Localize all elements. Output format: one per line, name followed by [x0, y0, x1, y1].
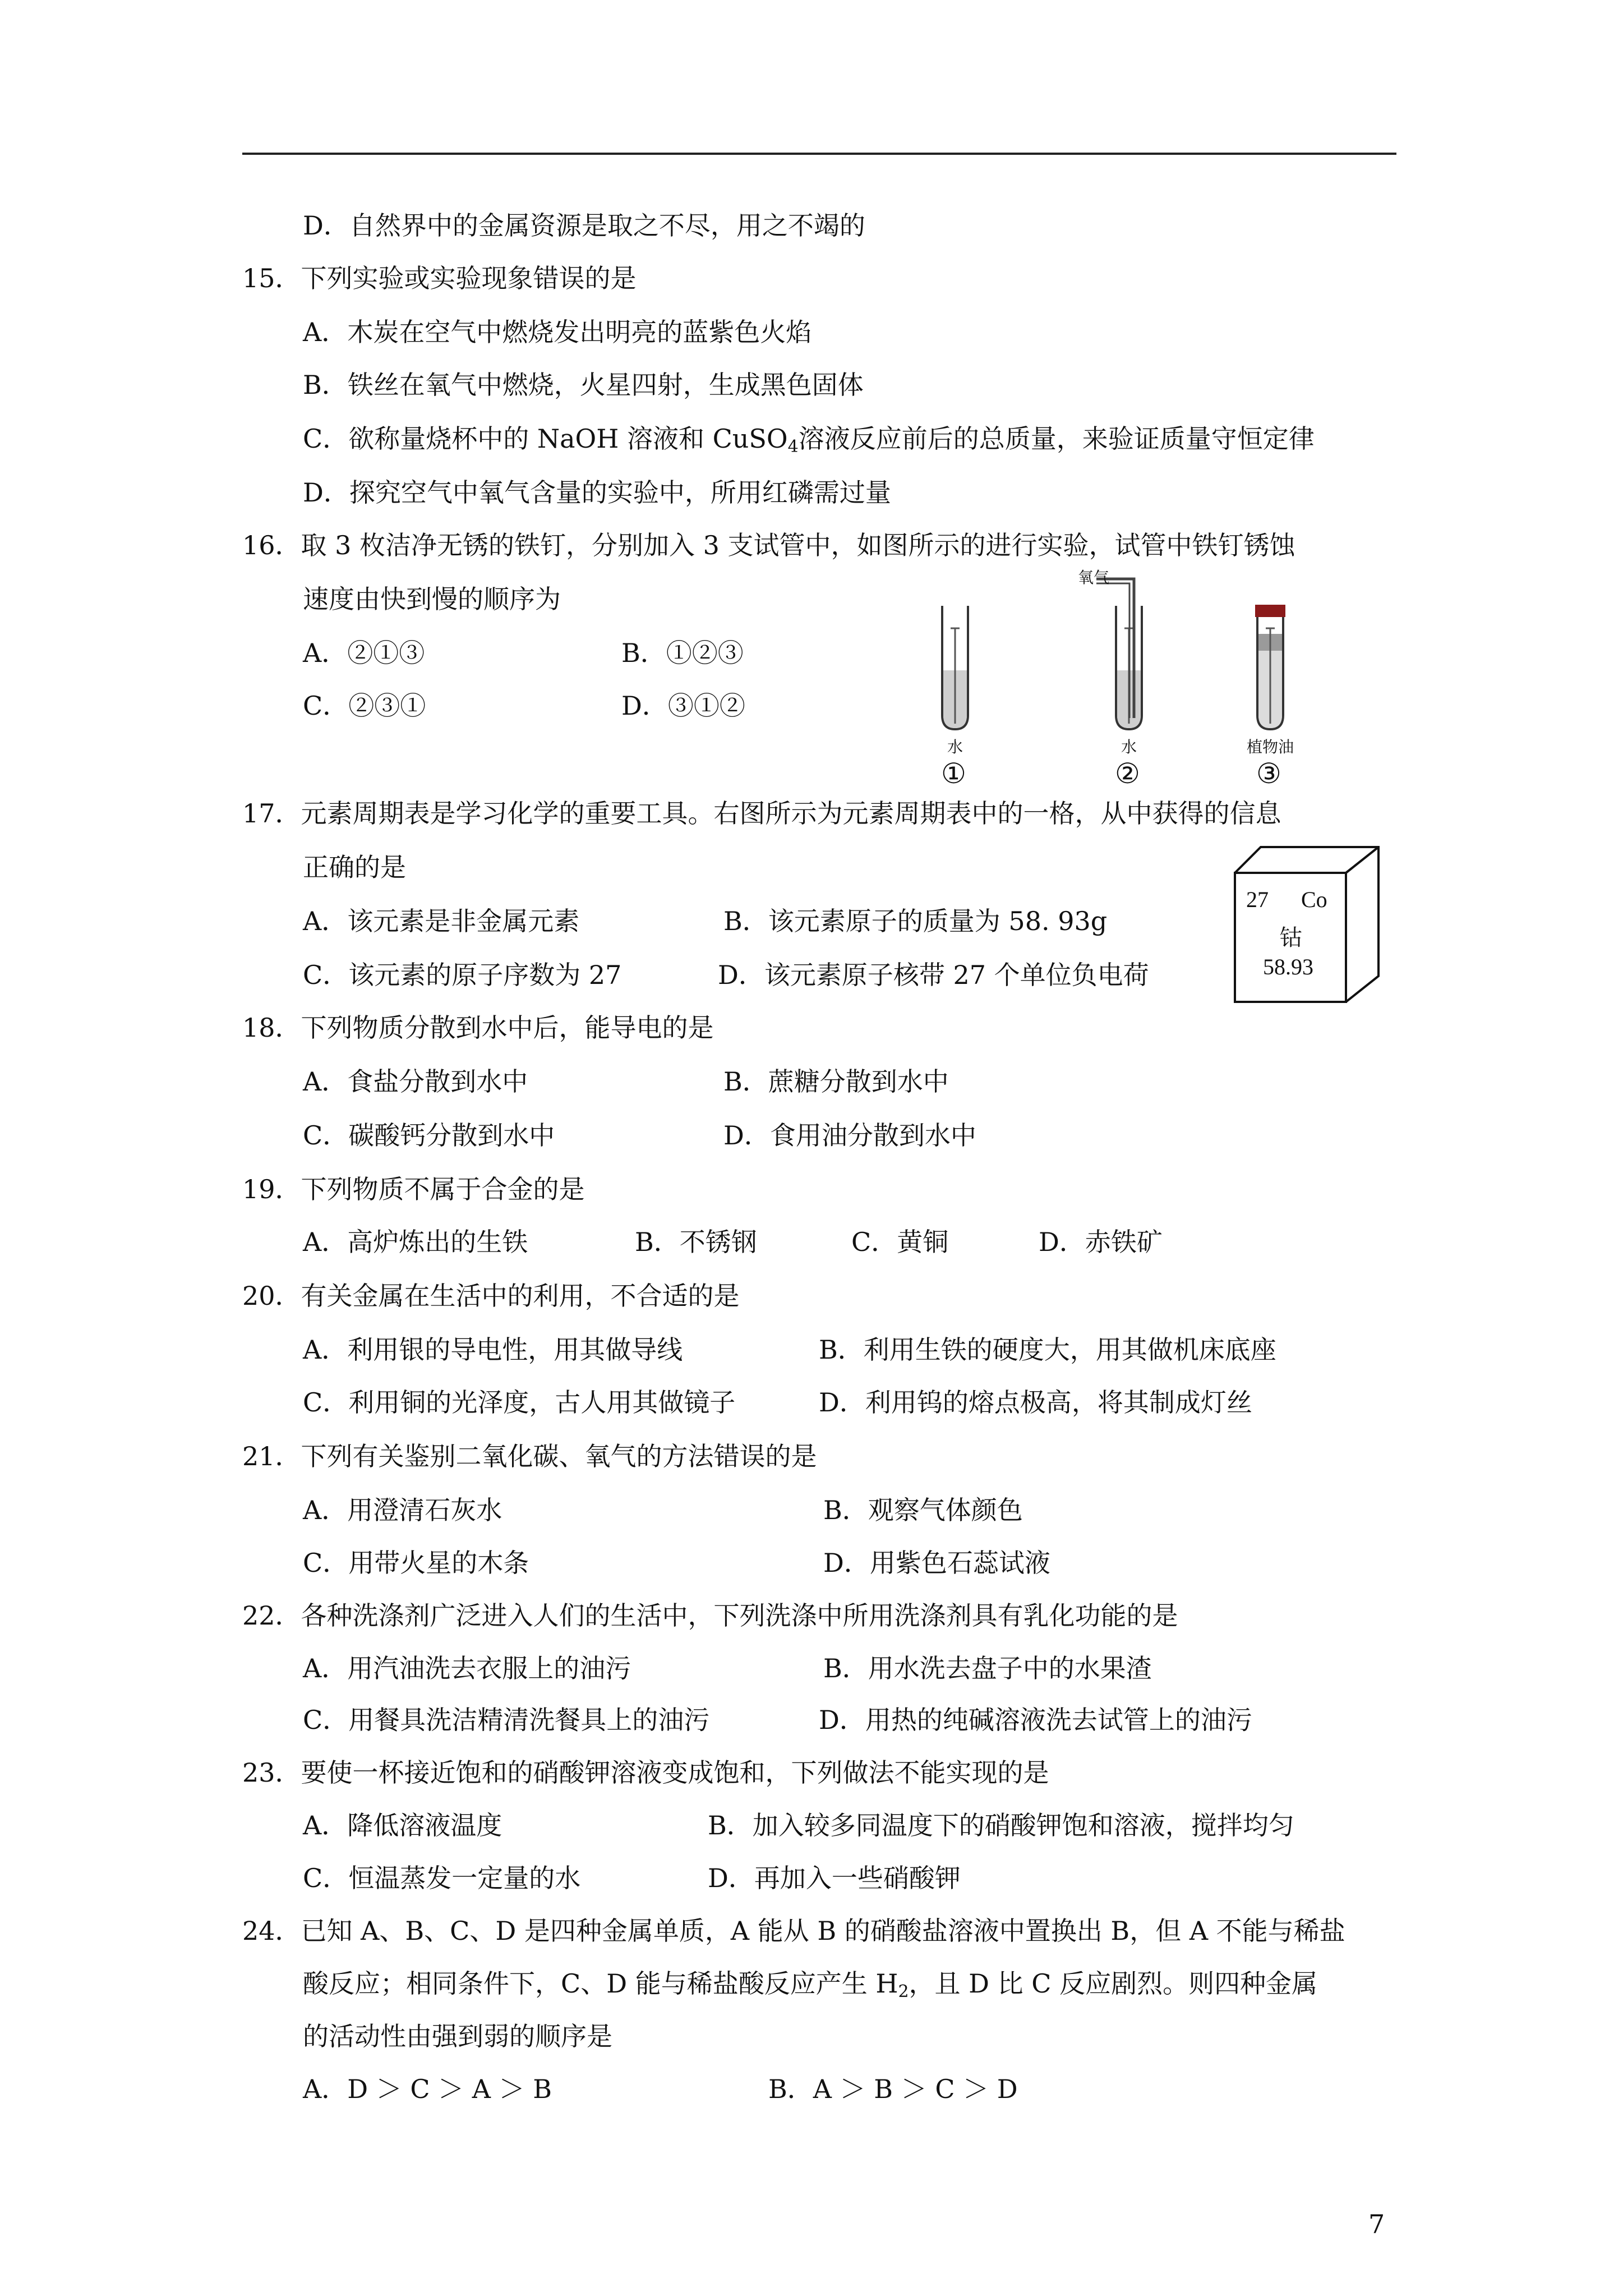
tube-2 [1096, 579, 1142, 729]
q23-option-c: C．恒温蒸发一定量的水 [303, 1863, 581, 1893]
q19-stem: 19．下列物质不属于合金的是 [242, 1174, 585, 1204]
q22-stem: 22．各种洗涤剂广泛进入人们的生活中，下列洗涤中所用洗涤剂具有乳化功能的是 [242, 1600, 1178, 1631]
tube-1 [942, 606, 968, 729]
q20-option-a: A．利用银的导电性，用其做导线 [303, 1335, 683, 1365]
q17-option-b: B．该元素原子的质量为 58. 93g [723, 906, 1108, 936]
tube-1-number: ① [941, 757, 966, 790]
q24-stem-line3: 的活动性由强到弱的顺序是 [303, 2021, 612, 2051]
q17-stem-line2: 正确的是 [303, 852, 406, 882]
q15-option-a: A．木炭在空气中燃烧发出明亮的蓝紫色火焰 [303, 317, 812, 347]
q23-option-b: B．加入较多同温度下的硝酸钾饱和溶液，搅拌均匀 [708, 1810, 1294, 1841]
q21-option-c: C．用带火星的木条 [303, 1548, 529, 1578]
q21-stem: 21．下列有关鉴别二氧化碳、氧气的方法错误的是 [242, 1441, 817, 1471]
test-tubes-figure [897, 567, 1324, 763]
q15-stem: 15．下列实验或实验现象错误的是 [242, 263, 637, 293]
q19-option-a: A．高炉炼出的生铁 [303, 1227, 528, 1257]
q17-option-d: D．该元素原子核带 27 个单位负电荷 [718, 960, 1149, 990]
q16-stem-line2: 速度由快到慢的顺序为 [303, 584, 561, 614]
q18-option-a: A．食盐分散到水中 [303, 1066, 528, 1097]
q20-stem: 20．有关金属在生活中的利用，不合适的是 [242, 1281, 740, 1311]
q18-stem: 18．下列物质分散到水中后，能导电的是 [242, 1013, 714, 1043]
page-number: 7 [1368, 2209, 1385, 2239]
header-rule [242, 153, 1396, 155]
q15-option-b: B．铁丝在氧气中燃烧，火星四射，生成黑色固体 [303, 370, 864, 400]
q24-option-a: A．D ＞ C ＞ A ＞ B [303, 2074, 552, 2104]
q16-option-b: B．①②③ [621, 638, 744, 668]
tube-2-number: ② [1115, 757, 1140, 790]
q16-stem-line1: 16．取 3 枚洁净无锈的铁钉，分别加入 3 支试管中，如图所示的进行实验，试管中铁钉锈蚀 [242, 530, 1295, 560]
element-name: 钴 [1280, 925, 1302, 951]
tube-3 [1255, 605, 1285, 729]
q17-option-c: C．该元素的原子序数为 27 [303, 960, 622, 990]
q18-option-c: C．碳酸钙分散到水中 [303, 1120, 555, 1151]
tube-3-number: ③ [1256, 757, 1281, 790]
tube-3-label: 植物油 [1246, 738, 1294, 756]
q22-option-d: D．用热的纯碱溶液洗去试管上的油污 [819, 1705, 1252, 1735]
q18-option-b: B．蔗糖分散到水中 [723, 1066, 949, 1097]
element-number: 27 [1246, 887, 1269, 912]
q19-option-d: D．赤铁矿 [1039, 1227, 1163, 1257]
element-symbol: Co [1301, 887, 1327, 912]
q21-option-a: A．用澄清石灰水 [303, 1495, 502, 1525]
q19-option-b: B．不锈钢 [635, 1227, 757, 1257]
q21-option-d: D．用紫色石蕊试液 [823, 1548, 1050, 1578]
q24-stem-line1: 24．已知 A、B、C、D 是四种金属单质，A 能从 B 的硝酸盐溶液中置换出 B，但 A 不能与稀盐 [242, 1916, 1345, 1946]
q14-option-d: D．自然界中的金属资源是取之不尽，用之不竭的 [303, 210, 865, 241]
q22-option-b: B．用水洗去盘子中的水果渣 [823, 1653, 1152, 1683]
q17-stem-line1: 17．元素周期表是学习化学的重要工具。右图所示为元素周期表中的一格，从中获得的信息 [242, 798, 1281, 829]
q23-option-a: A．降低溶液温度 [303, 1810, 502, 1841]
q16-option-d: D．③①② [621, 691, 745, 721]
q19-option-c: C．黄铜 [851, 1227, 949, 1257]
q15-option-d: D．探究空气中氧气含量的实验中，所用红磷需过量 [303, 477, 891, 508]
q23-stem: 23．要使一杯接近饱和的硝酸钾溶液变成饱和，下列做法不能实现的是 [242, 1757, 1049, 1788]
tube-2-label: 水 [1121, 738, 1137, 756]
oxygen-label: 氧气 [1077, 568, 1109, 587]
q24-stem-line2: 酸反应；相同条件下，C、D 能与稀盐酸反应产生 $H_2$，且 D 比 C 反应剧烈。则四种金属 [303, 1968, 1318, 2001]
tube-1-label: 水 [947, 738, 963, 756]
q22-option-c: C．用餐具洗洁精清洗餐具上的油污 [303, 1705, 710, 1735]
element-mass: 58.93 [1263, 954, 1313, 979]
q20-option-d: D．利用钨的熔点极高，将其制成灯丝 [819, 1387, 1252, 1418]
q18-option-d: D．食用油分散到水中 [723, 1120, 976, 1151]
q16-option-c: C．②③① [303, 691, 426, 721]
q22-option-a: A．用汽油洗去衣服上的油污 [303, 1653, 631, 1683]
q23-option-d: D．再加入一些硝酸钾 [708, 1863, 961, 1893]
q17-option-a: A．该元素是非金属元素 [303, 906, 580, 936]
q20-option-c: C．利用铜的光泽度，古人用其做镜子 [303, 1387, 736, 1418]
q20-option-b: B．利用生铁的硬度大，用其做机床底座 [819, 1335, 1276, 1365]
q21-option-b: B．观察气体颜色 [823, 1495, 1023, 1525]
q24-option-b: B．A ＞ B ＞ C ＞ D [768, 2074, 1018, 2104]
q16-option-a: A．②①③ [303, 638, 425, 668]
q15-option-c: C．欲称量烧杯中的 NaOH 溶液和 CuSO$_4$溶液反应前后的总质量，来验证质量守恒定律 [303, 424, 1315, 457]
